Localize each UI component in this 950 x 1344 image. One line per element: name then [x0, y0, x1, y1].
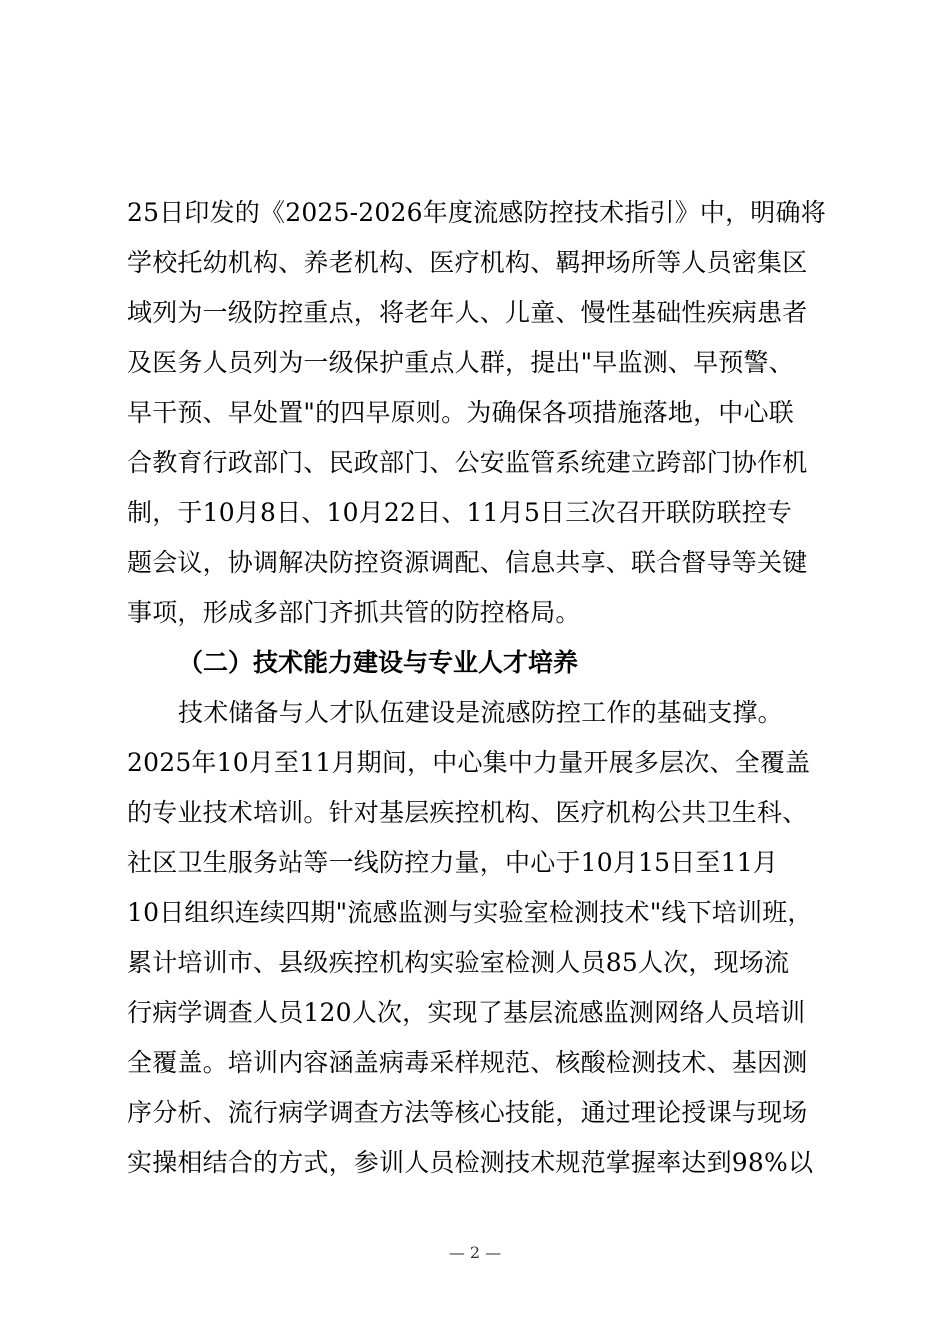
- page-number: — 2 —: [448, 1243, 502, 1262]
- paragraph-line: 社区卫生服务站等一线防控力量，中心于10月15日至11月: [127, 848, 779, 877]
- paragraph-line: 制，于10月8日、10月22日、11月5日三次召开联防联控专: [127, 498, 793, 527]
- paragraph-line: 的专业技术培训。针对基层疾控机构、医疗机构公共卫生科、: [127, 798, 808, 827]
- paragraph-line: 累计培训市、县级疾控机构实验室检测人员85人次，现场流: [127, 948, 790, 977]
- section-heading: （二）技术能力建设与专业人才培养: [178, 648, 579, 677]
- paragraph-line: 合教育行政部门、民政部门、公安监管系统建立跨部门协作机: [127, 448, 808, 477]
- paragraph-line: 2025年10月至11月期间，中心集中力量开展多层次、全覆盖: [127, 748, 811, 777]
- paragraph-line: 实操相结合的方式，参训人员检测技术规范掌握率达到98%以: [127, 1148, 814, 1177]
- paragraph-line: 25日印发的《2025-2026年度流感防控技术指引》中，明确将: [127, 198, 826, 227]
- paragraph-line: 技术储备与人才队伍建设是流感防控工作的基础支撑。: [178, 698, 783, 727]
- paragraph-line: 域列为一级防控重点，将老年人、儿童、慢性基础性疾病患者: [127, 298, 808, 327]
- paragraph-line: 题会议，协调解决防控资源调配、信息共享、联合督导等关键: [127, 548, 808, 577]
- paragraph-line: 行病学调查人员120人次，实现了基层流感监测网络人员培训: [127, 998, 806, 1027]
- paragraph-line: 及医务人员列为一级保护重点人群，提出"早监测、早预警、: [127, 348, 794, 377]
- paragraph-line: 早干预、早处置"的四早原则。为确保各项措施落地，中心联: [127, 398, 794, 427]
- paragraph-line: 事项，形成多部门齐抓共管的防控格局。: [127, 598, 581, 627]
- paragraph-line: 10日组织连续四期"流感监测与实验室检测技术"线下培训班，: [127, 898, 813, 927]
- paragraph-line: 学校托幼机构、养老机构、医疗机构、羁押场所等人员密集区: [127, 248, 808, 277]
- paragraph-line: 序分析、流行病学调查方法等核心技能，通过理论授课与现场: [127, 1098, 808, 1127]
- paragraph-line: 全覆盖。培训内容涵盖病毒采样规范、核酸检测技术、基因测: [127, 1048, 808, 1077]
